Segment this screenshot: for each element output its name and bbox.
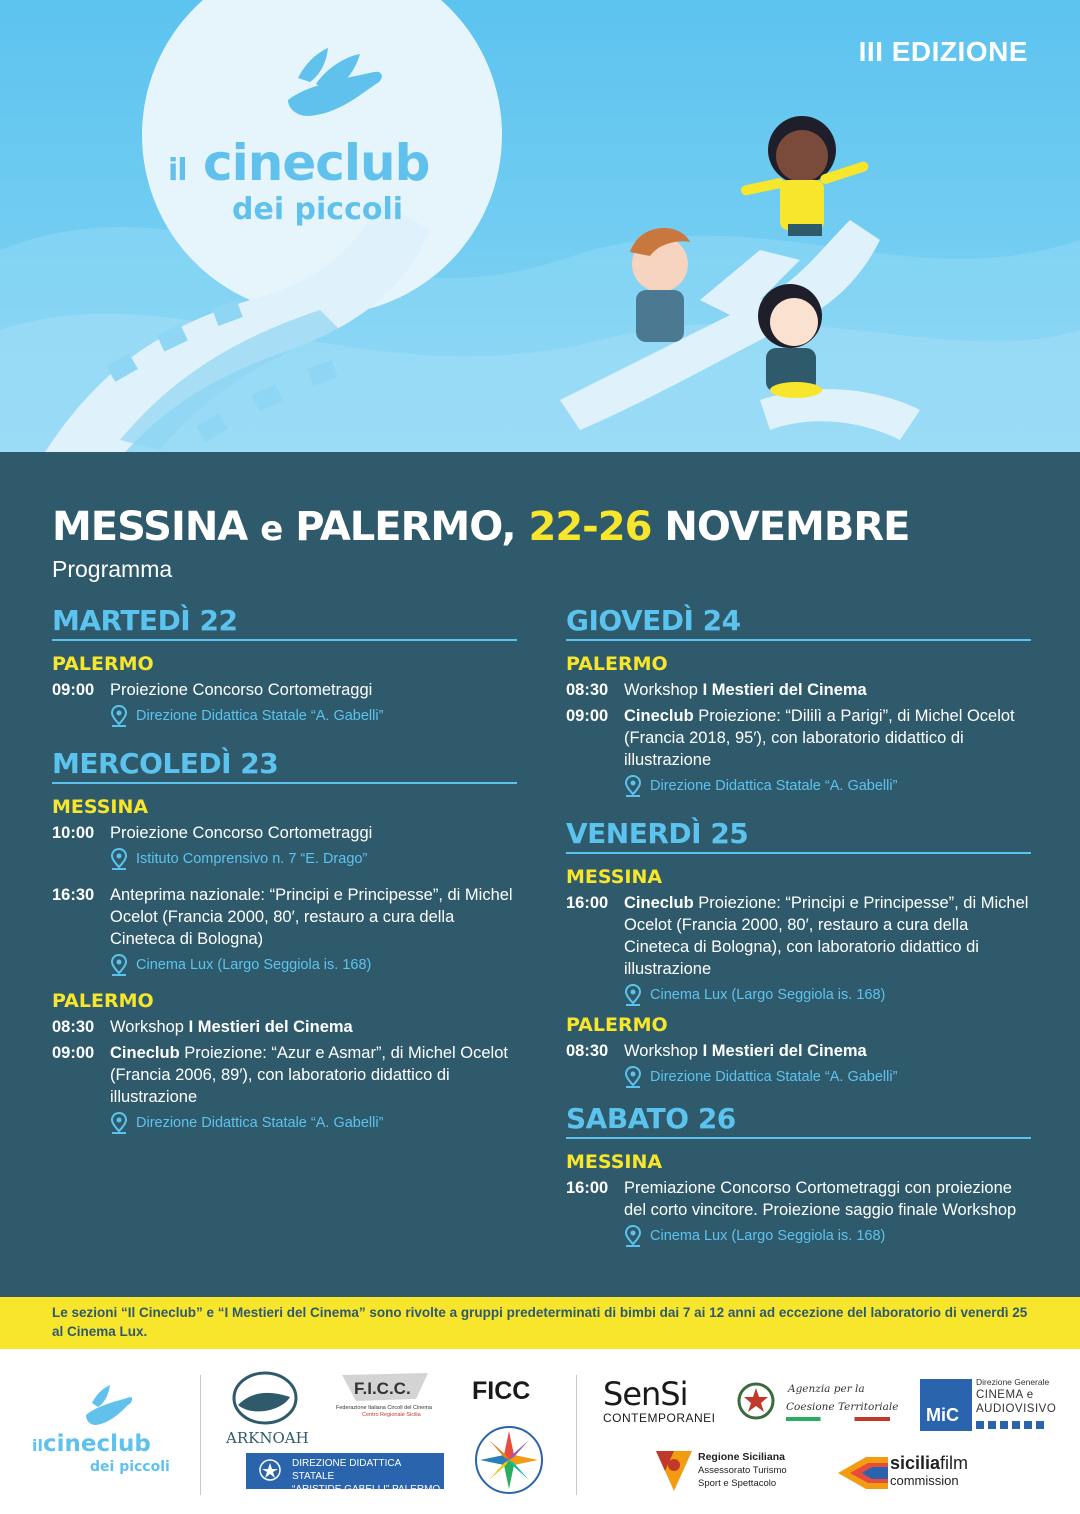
headline-dates: 22-26	[528, 504, 652, 550]
event-description: Proiezione Concorso Cortometraggi	[110, 824, 373, 842]
event-location	[624, 1066, 1031, 1088]
day-heading: VENERDÌ 25	[566, 817, 1031, 854]
city-label: MESSINA	[566, 1151, 663, 1173]
day-heading: SABATO 26	[566, 1102, 1031, 1139]
event-time: 09:00	[52, 1044, 95, 1062]
headline-month: NOVEMBRE	[664, 504, 910, 550]
page-subtitle: Programma	[52, 556, 173, 582]
event-time: 16:30	[52, 886, 95, 904]
mic-line3: AUDIOVISIVO	[976, 1403, 1057, 1415]
logo-title	[168, 134, 429, 192]
event-time: 08:30	[566, 1042, 609, 1060]
event-prefix: Workshop	[110, 1018, 184, 1036]
logo-title-main: cineclub	[203, 134, 430, 192]
event-location	[624, 984, 1031, 1006]
location-pin-icon	[110, 848, 128, 870]
event-time: 08:30	[566, 681, 609, 699]
agenzia-line2: Coesione Territoriale	[786, 1401, 899, 1413]
day-heading: MARTEDÌ 22	[52, 604, 517, 641]
logo-title-small: il	[168, 153, 187, 188]
location-text: Direzione Didattica Statale “A. Gabelli”	[136, 1115, 384, 1131]
cineclub-logo-main: cineclub	[42, 1431, 151, 1457]
event-description: Proiezione Concorso Cortometraggi	[110, 681, 373, 699]
regione-line3: Sport e Spettacolo	[698, 1478, 777, 1489]
direzione-didattica-logo	[246, 1453, 444, 1495]
regione-siciliana-emblem-icon	[654, 1449, 694, 1493]
event-description	[624, 679, 1031, 701]
event-section-name: I Mestieri del Cinema	[188, 1018, 353, 1036]
event-row	[52, 1016, 517, 1038]
city-label: MESSINA	[52, 796, 149, 818]
location-text: Direzione Didattica Statale “A. Gabelli”	[650, 1069, 898, 1085]
event-description	[624, 1040, 1031, 1062]
event-row	[566, 679, 1031, 701]
mic-logo-box	[920, 1379, 972, 1431]
event-section-name: Cineclub	[110, 1044, 180, 1062]
event-row	[52, 679, 517, 701]
schedule-column-right	[566, 604, 1031, 1255]
sensi-logo: SenSi	[603, 1375, 688, 1413]
location-pin-icon	[110, 705, 128, 727]
hero-banner	[0, 0, 1080, 452]
headline-city1: MESSINA	[52, 504, 248, 550]
event-section-name: Cineclub	[624, 707, 694, 725]
location-pin-icon	[110, 954, 128, 976]
italian-republic-emblem-icon	[736, 1379, 776, 1423]
logo-divider	[200, 1375, 201, 1495]
headline-city2: PALERMO,	[295, 504, 516, 550]
location-pin-icon	[624, 984, 642, 1006]
event-row	[566, 1040, 1031, 1062]
event-section-name: I Mestieri del Cinema	[702, 1042, 867, 1060]
ficc-abbr: F.I.C.C.	[354, 1379, 411, 1398]
regione-line1: Regione Siciliana	[698, 1451, 785, 1463]
ficc-sicilia-logo	[336, 1371, 436, 1421]
siciliafilm-logo-icon	[836, 1453, 888, 1493]
location-pin-icon	[624, 1225, 642, 1247]
logo-subtitle: dei piccoli	[232, 192, 404, 227]
siciliafilm-logo-text	[890, 1453, 968, 1474]
headline-conjunction: e	[260, 509, 283, 549]
city-label: PALERMO	[52, 990, 154, 1012]
event-location	[110, 848, 517, 870]
day-heading: GIOVEDÌ 24	[566, 604, 1031, 641]
event-row	[566, 892, 1031, 980]
city-label: MESSINA	[566, 866, 663, 888]
siciliafilm-commission: commission	[890, 1473, 959, 1488]
ficc-logo: FICC	[472, 1377, 531, 1405]
dove-icon	[86, 1385, 132, 1429]
mic-line1: Direzione Generale	[976, 1377, 1050, 1387]
event-time: 16:00	[566, 1179, 609, 1197]
event-time: 08:30	[52, 1018, 95, 1036]
location-text: Direzione Didattica Statale “A. Gabelli”	[136, 708, 384, 724]
event-section-name: I Mestieri del Cinema	[702, 681, 867, 699]
edition-label: III EDIZIONE	[858, 36, 1028, 67]
mic-logo-text: MiC	[926, 1405, 959, 1425]
tricolor-bar	[786, 1417, 890, 1421]
location-text: Cinema Lux (Largo Seggiola is. 168)	[650, 987, 886, 1003]
event-prefix: Workshop	[624, 1042, 698, 1060]
event-detail: Proiezione: “Principi e Principesse”, di Michel Ocelot (Francia 2000, 80′, restauro a cura della Cineteca di Bologna), con laboratorio didattico di illustrazione	[624, 894, 1029, 978]
event-description	[624, 892, 1031, 980]
location-pin-icon	[624, 775, 642, 797]
event-time: 10:00	[52, 824, 95, 842]
sponsor-logos	[0, 1349, 1080, 1514]
mic-line2: CINEMA e	[976, 1389, 1034, 1401]
siciliafilm-text-2: film	[940, 1453, 969, 1473]
location-text: Cinema Lux (Largo Seggiola is. 168)	[136, 957, 372, 973]
location-pin-icon	[624, 1066, 642, 1088]
event-row	[566, 1177, 1031, 1221]
compass-star-icon	[474, 1425, 544, 1495]
cineclub-logo	[32, 1431, 151, 1457]
event-row	[52, 822, 517, 844]
agenzia-line1: Agenzia per la	[788, 1383, 865, 1395]
event-description: Premiazione Concorso Cortometraggi con proiezione del corto vincitore. Proiezione saggio finale Workshop	[624, 1179, 1017, 1219]
page-title	[52, 504, 909, 550]
event-description	[110, 1042, 517, 1108]
event-row	[52, 884, 517, 950]
event-description	[110, 1016, 517, 1038]
event-location	[110, 1112, 517, 1134]
event-description: Anteprima nazionale: “Principi e Principesse”, di Michel Ocelot (Francia 2000, 80′, restauro a cura della Cineteca di Bologna)	[110, 886, 513, 948]
event-location	[110, 705, 517, 727]
logo-divider	[576, 1375, 577, 1495]
city-label: PALERMO	[52, 653, 154, 675]
emblem-icon	[258, 1458, 282, 1482]
direzione-line2: “ARISTIDE GABELLI” PALERMO	[292, 1484, 441, 1495]
event-row	[566, 705, 1031, 771]
contemporanei-logo: CONTEMPORANEI	[603, 1411, 716, 1425]
arknoah-logo-text: ARKNOAH	[226, 1429, 309, 1447]
event-detail: Proiezione: “Dililì a Parigi”, di Michel Ocelot (Francia 2018, 95′), con laboratorio didattico di illustrazione	[624, 707, 1015, 769]
cineclub-logo-small: il	[32, 1436, 43, 1455]
day-heading: MERCOLEDÌ 23	[52, 747, 517, 784]
program-section	[0, 452, 1080, 1297]
event-detail: Proiezione: “Azur e Asmar”, di Michel Ocelot (Francia 2006, 89′), con laboratorio didattico di illustrazione	[110, 1044, 508, 1106]
direzione-line1: DIREZIONE DIDATTICA STATALE	[292, 1458, 401, 1482]
city-label: PALERMO	[566, 1014, 668, 1036]
city-label: PALERMO	[566, 653, 668, 675]
event-description	[624, 705, 1031, 771]
cineclub-logo-subtitle: dei piccoli	[90, 1459, 170, 1475]
siciliafilm-text-1: sicilia	[890, 1453, 941, 1473]
ficc-full-name: Federazione Italiana Circoli del Cinema	[336, 1405, 432, 1411]
event-time: 16:00	[566, 894, 609, 912]
child-standing-illustration	[740, 116, 870, 236]
event-section-name: Cineclub	[624, 894, 694, 912]
event-location	[110, 954, 517, 976]
event-prefix: Workshop	[624, 681, 698, 699]
location-text: Istituto Comprensivo n. 7 “E. Drago”	[136, 851, 368, 867]
regione-line2: Assessorato Turismo	[698, 1465, 787, 1476]
location-pin-icon	[110, 1112, 128, 1134]
location-text: Cinema Lux (Largo Seggiola is. 168)	[650, 1228, 886, 1244]
schedule-column-left	[52, 604, 517, 1142]
event-time: 09:00	[52, 681, 95, 699]
mic-squares-bar	[976, 1421, 1046, 1429]
event-row	[52, 1042, 517, 1108]
notice-bar: Le sezioni “Il Cineclub” e “I Mestieri del Cinema” sono rivolte a gruppi predeterminati di bimbi dai 7 ai 12 anni ad eccezione del laboratorio di venerdì 25 al Cinema Lux.	[0, 1297, 1080, 1349]
event-time: 09:00	[566, 707, 609, 725]
event-location	[624, 1225, 1031, 1247]
ficc-region: Centro Regionale Sicilia	[362, 1412, 421, 1418]
location-text: Direzione Didattica Statale “A. Gabelli”	[650, 778, 898, 794]
event-location	[624, 775, 1031, 797]
arknoah-logo-icon	[232, 1371, 298, 1425]
